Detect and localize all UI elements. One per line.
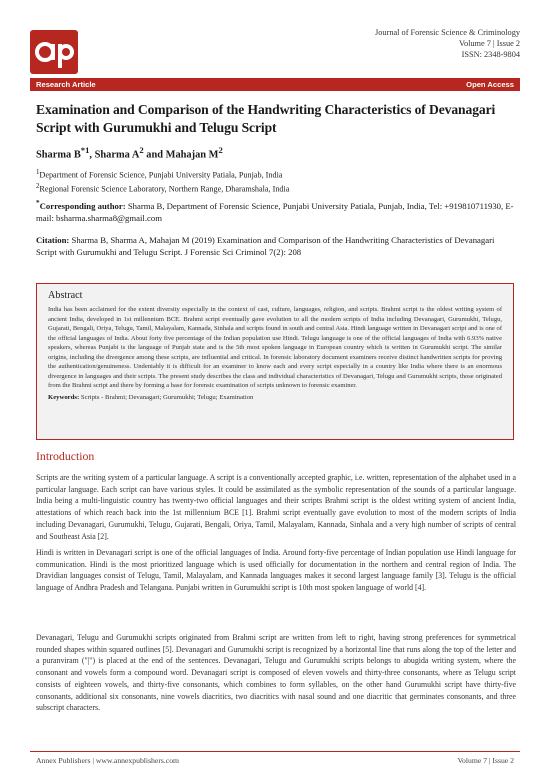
footer-divider <box>30 751 520 752</box>
abstract-box <box>36 283 514 440</box>
abstract-heading: Abstract <box>48 290 83 301</box>
citation <box>36 234 516 259</box>
corresponding-text: Sharma B, Department of Forensic Science, Punjabi University Patiala, Punjab, India, Tel: +919810711930, E-mail: bsharma.sharma8@gmail.com <box>36 200 514 224</box>
journal-name: Journal of Forensic Science & Criminology <box>375 28 520 37</box>
article-type-bar <box>30 78 520 91</box>
section-heading-introduction: Introduction <box>36 449 95 463</box>
intro-paragraph: Hindi is written in Devanagari script is one of the official languages of India. Around forty-five percentage of Indian population use Hindi language for communication. Hindi is the most prioritized language which is used officially for documentation in the northern and central region of India. The Dravidian languages consist of Telugu, Tamil, Malayalam, and Kannada languages makes it second largest language family [3]. Telugu is the official language of Andhra Pradesh and Telangana. Punjabi written in Gurumukhi script is 10th most spoken language of world [4]. <box>36 548 516 593</box>
article-title: Examination and Comparison of the Handwriting Characteristics of Devanagari Script with Gurumukhi and Telugu Script <box>36 102 496 135</box>
ap-logo-icon <box>30 30 78 74</box>
affiliation-text: Regional Forensic Science Laboratory, Northern Range, Dharamshala, India <box>39 184 290 194</box>
author-sup: 2 <box>218 145 223 155</box>
citation-label: Citation: <box>36 235 70 245</box>
corresponding-label: Corresponding author: <box>39 200 126 211</box>
footer-volume-issue: Volume 7 | Issue 2 <box>457 756 514 765</box>
article-type: Research Article <box>36 80 96 89</box>
open-access-label: Open Access <box>466 80 514 89</box>
affiliation <box>36 181 516 195</box>
citation-text: Sharma B, Sharma A, Mahajan M (2019) Examination and Comparison of the Handwriting Characteristics of Devanagari Script with Gurumukhi and Telugu Script. J Forensic Sci Criminol 7(2): 208 <box>36 235 495 258</box>
journal-issn: ISSN: 2348-9804 <box>461 50 520 60</box>
author-name: Sharma A <box>94 149 140 161</box>
affiliation-num: 2 <box>36 183 40 191</box>
corresponding-author: *Corresponding author: Sharma B, Department of Forensic Science, Punjabi University Patiala, Punjab, India, Tel: +919810711930, E-mail: bsharma.sharma8@gmail.com <box>36 199 514 224</box>
affiliation <box>36 167 516 181</box>
author-separator: , <box>89 149 95 161</box>
keywords <box>48 394 502 401</box>
abstract-text: India has been acclaimed for the extent diversity especially in the context of cast, culture, languages, religion, and scripts. Brahmi script is the oldest writing system of ancient India, developed in 1st millennium BCE. Brahmi script eventually gave evolution to all the modern scripts of India including Devanagari, Gurumukhi, Telugu, Gujarati, Bengali, Oriya, Telugu, Tamil, Malayalam, Kannada, Sinhala and scripts found in south and central Asia. Hindi language written in Devanagari script and is one of the official languages of India. About forty five percentage of the Indian population use Hindi. Telugu language is one of the official languages of India with 6.93% native speakers, whereas Punjabi is the language of Punjab state and is the 5th most spoken language in European country which is written in Gurumukhi script. The similar origins, including the divergence among these scripts, are influential and critical. In forensic laboratory document examiners receive distinct handwritten scripts for proving the authentication/genuineness. Undeniably it is difficult for an examiner to know each and every script especially in a country like India where there is an enormous divergence in languages and their scripts. The present study describes the class and individual characteristics of Devanagari, Telugu and Gurumukhi scripts, those originated from the Brahmi script and there by forming a base for forensic examination of scripts unknown to forensic examiner. <box>48 306 502 389</box>
author-name: Mahajan M <box>165 149 219 161</box>
footer-publisher[interactable]: Annex Publishers | www.annexpublishers.com <box>36 756 180 765</box>
intro-paragraph: Devanagari, Telugu and Gurumukhi scripts originated from Brahmi script are written from left to right, having strong preferences for symmetrical rounded shapes within squared outlines [5]. Devanagari and Gurumukhi script is recognized by a horizontal line that runs along the top of the letter and a puranviram ("|") is placed at the end of the sentences. Devanagari, Telugu and Gurumukhi scripts belongs to abugida writing system, where the consonant and vowels form a compound word. Devanagari script is composed of eleven vowels and thirty-three consonants, where as Telugu script consists of eighteen vowels, and thirty-five consonants, which combines to form syllables, on the other hand Gurumukhi script have thirty-five consonants, additional six consonants, nine vowels diacritics, two diacritics with nasal sound and one diacritic that germinates consonants, and three subscript characters. <box>36 633 516 713</box>
intro-paragraph: Scripts are the writing system of a particular language. A script is a conventionally accepted graphic, i.e. written, representation of the alphabet used in a particular language. Each script can have various styles. It could be assimilated as the symbolic representation of the sounds of a particular language. India being a multi-linguistic country has twenty-two official languages and their scripts Brahmi script is the oldest writing system of ancient India, attestations of which reach back into the 1st millennium BCE [1]. Brahmi script eventually gave evolution to most of the modern scripts of India including Devanagari, Gurumukhi, Telugu, Gujarati, Bengali, Oriya, Tamil, Malayalam, Kannada, Sinhala and a very high number of scripts of central and Southeast Asia [2]. <box>36 473 516 541</box>
author-separator: and <box>143 149 166 161</box>
journal-info <box>375 27 520 61</box>
author-list <box>36 145 223 160</box>
author-name: Sharma B <box>36 149 81 161</box>
keywords-label: Keywords: <box>48 393 80 401</box>
affiliation-num: 1 <box>36 169 40 176</box>
journal-volume-issue: Volume 7 | Issue 2 <box>459 39 520 49</box>
affiliation-text: Department of Forensic Science, Punjabi University Patiala, Punjab, India <box>39 170 283 180</box>
author-sup: 2 <box>139 145 144 155</box>
author-sup: *1 <box>80 145 90 155</box>
affiliations <box>36 167 516 195</box>
keywords-text: Scripts - Brahmi; Devanagari; Gurumukhi; Telugu; Examination <box>79 393 254 401</box>
